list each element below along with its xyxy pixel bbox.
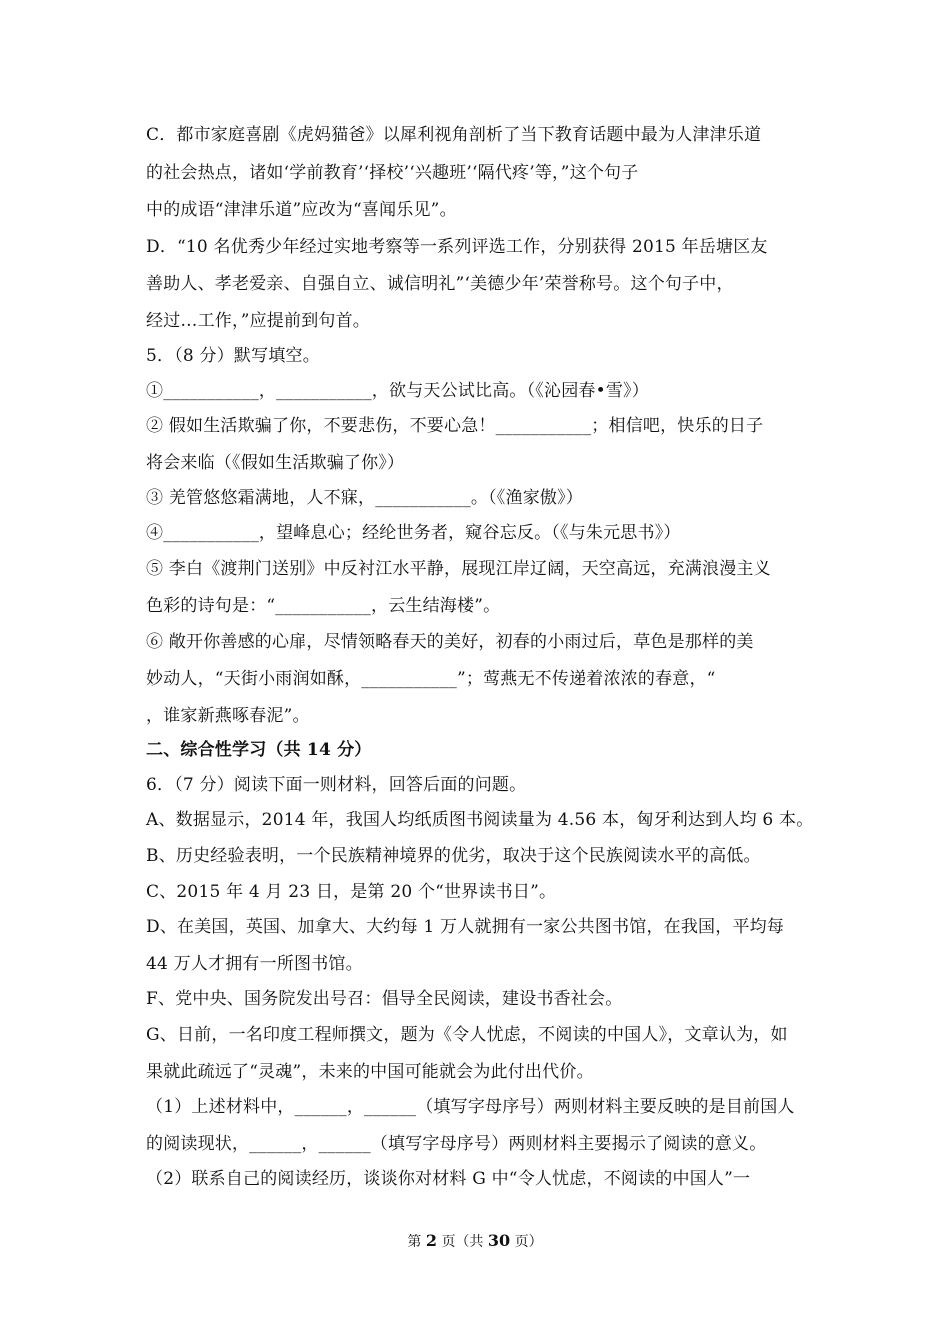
sub-question-1: （1）上述材料中，______，______（填写字母序号）两则材料主要反映的是目前国人	[146, 1097, 795, 1117]
fill-blank-1: ①___________，___________，欲与天公试比高。（《沁园春•雪》）	[146, 381, 649, 401]
text-line: D．“10 名优秀少年经过实地考察等一系列评选工作，分别获得 2015 年岳塘区友	[146, 237, 768, 257]
text-line: 的阅读现状，______，______（填写字母序号）两则材料主要揭示了阅读的意义。	[146, 1134, 767, 1154]
question-5-heading: 5．（8 分）默写填空。	[146, 346, 320, 366]
material-d: D、在美国，英国、加拿大、大约每 1 万人就拥有一家公共图书馆，在我国，平均每	[146, 917, 785, 937]
material-g: G、日前，一名印度工程师撰文，题为《令人忧虑，不阅读的中国人》，文章认为，如	[146, 1025, 788, 1045]
text-line: 将会来临（《假如生活欺骗了你》）	[146, 453, 405, 473]
text-line: 经过…工作，”应提前到句首。	[146, 311, 370, 331]
text-line: 善助人、孝老爱亲、自强自立、诚信明礼”‘美德少年’荣誉称号。这个句子中，	[146, 274, 734, 294]
text-line: 中的成语“津津乐道”应改为“喜闻乐见”。	[146, 200, 457, 220]
text-line: 果就此疏远了“灵魂”，未来的中国可能就会为此付出代价。	[146, 1062, 594, 1082]
material-c: C、2015 年 4 月 23 日，是第 20 个“世界读书日”。	[146, 882, 557, 902]
fill-blank-4: ④___________，望峰息心；经纶世务者，窥谷忘反。（《与朱元思书》）	[146, 523, 681, 543]
text-line: 色彩的诗句是：“___________，云生结海楼”。	[146, 596, 501, 616]
fill-blank-6: ⑥ 敞开你善感的心扉，尽情领略春天的美好，初春的小雨过后，草色是那样的美	[146, 632, 754, 652]
section-heading: 二、综合性学习（共 14 分）	[146, 740, 372, 760]
page-footer	[0, 1232, 950, 1251]
footer-mid: 页（共	[441, 1234, 484, 1250]
total-pages-number: 30	[487, 1231, 511, 1250]
text-line: 的社会热点，诸如‘学前教育’‘择校’‘兴趣班’‘隔代疼’等，”这个句子	[146, 163, 639, 183]
fill-blank-5: ⑤ 李白《渡荆门送别》中反衬江水平静，展现江岸辽阔，天空高远，充满浪漫主义	[146, 559, 771, 579]
footer-prefix: 第	[407, 1234, 422, 1250]
fill-blank-2: ② 假如生活欺骗了你，不要悲伤，不要心急！___________；相信吧，快乐的日子	[146, 416, 764, 436]
text-line: 妙动人，“天街小雨润如酥，___________”；莺燕无不传递着浓浓的春意，“	[146, 669, 716, 689]
fill-blank-3: ③ 羌管悠悠霜满地，人不寐，___________。（《渔家傲》）	[146, 488, 584, 508]
sub-question-2: （2）联系自己的阅读经历，谈谈你对材料 G 中“令人忧虑，不阅读的中国人”一	[146, 1169, 751, 1189]
material-f: F、党中央、国务院发出号召：倡导全民阅读，建设书香社会。	[146, 989, 623, 1009]
text-line: ，谁家新燕啄春泥”。	[146, 706, 310, 726]
question-6-heading: 6．（7 分）阅读下面一则材料，回答后面的问题。	[146, 775, 527, 795]
material-a: A、数据显示，2014 年，我国人均纸质图书阅读量为 4.56 本，匈牙利达到人均 6 本。	[146, 810, 814, 830]
text-line: C．都市家庭喜剧《虎妈猫爸》以犀利视角剖析了当下教育话题中最为人津津乐道	[146, 125, 762, 145]
footer-suffix: 页）	[514, 1234, 543, 1250]
text-line: 44 万人才拥有一所图书馆。	[146, 954, 363, 974]
material-b: B、历史经验表明，一个民族精神境界的优劣，取决于这个民族阅读水平的高低。	[146, 846, 761, 866]
current-page-number: 2	[425, 1231, 437, 1250]
